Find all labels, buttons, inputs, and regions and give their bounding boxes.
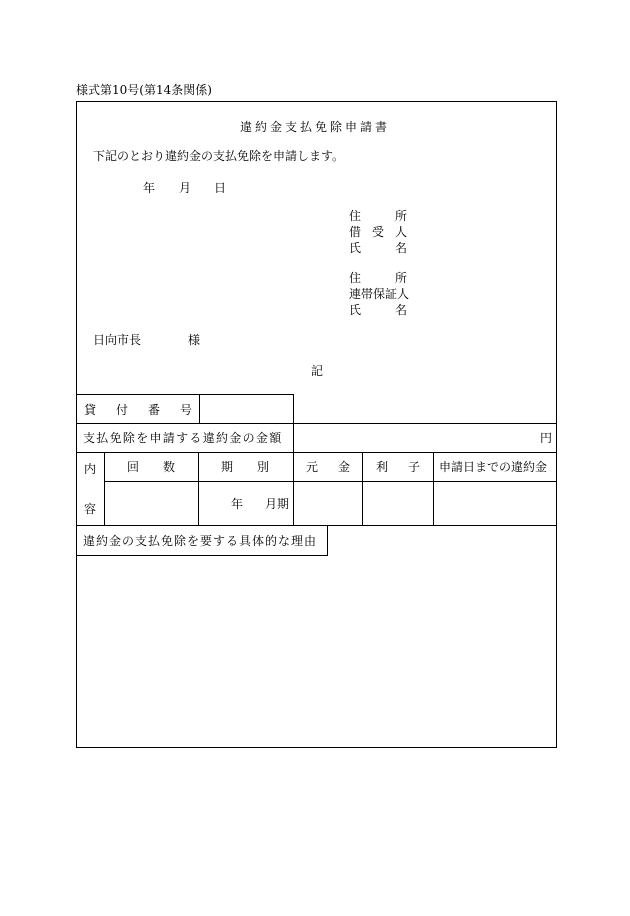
guarantor-name-label: 氏 名 [349, 303, 407, 317]
table-line-col-433 [433, 452, 434, 526]
header-interest: 利 子 [376, 460, 420, 474]
date-month: 月 [179, 181, 192, 195]
borrower-name-label: 氏 名 [349, 241, 407, 255]
yen-unit: 円 [540, 431, 553, 445]
table-line-row4 [104, 481, 557, 482]
guarantor-role-label: 連帯保証人 [349, 287, 410, 301]
frame-top [76, 101, 557, 102]
form-title: 違約金支払免除申請書 [240, 120, 391, 134]
table-line-reason-right [327, 525, 328, 555]
period-month: 月期 [265, 497, 290, 511]
addressee-mayor: 日向市長 [93, 333, 142, 347]
borrower-role-label: 借 受 人 [349, 225, 407, 239]
frame-bottom [76, 747, 557, 748]
table-line-reason-bottom [76, 555, 328, 556]
date-year: 年 [143, 181, 156, 195]
header-period: 期 別 [221, 460, 269, 474]
table-line-row5 [76, 525, 557, 526]
addressee-honorific: 様 [188, 333, 201, 347]
header-principal: 元 金 [306, 460, 350, 474]
table-line-col-293 [293, 394, 294, 526]
table-line-col-198 [198, 452, 199, 526]
intro-text: 下記のとおり違約金の支払免除を申請します。 [93, 149, 345, 163]
content-label-top: 内 [84, 462, 97, 476]
reason-label: 違約金の支払免除を要する具体的な理由 [83, 534, 318, 548]
table-line-loan-divider [199, 394, 200, 424]
header-count: 回 数 [127, 460, 175, 474]
borrower-address-label: 住 所 [349, 209, 407, 223]
ki-label: 記 [311, 364, 324, 378]
table-line-col-104 [104, 452, 105, 526]
exemption-amount-label: 支払免除を申請する違約金の金額 [83, 431, 283, 445]
period-year: 年 [231, 497, 244, 511]
table-line-col-362 [362, 452, 363, 526]
content-label-bottom: 容 [84, 502, 97, 516]
guarantor-address-label: 住 所 [349, 271, 407, 285]
header-penalty: 申請日までの違約金 [439, 460, 548, 474]
table-line-top [76, 394, 294, 395]
frame-right [556, 101, 557, 748]
form-number: 様式第10号(第14条関係) [76, 83, 212, 97]
date-day: 日 [214, 181, 227, 195]
frame-left [76, 101, 77, 748]
table-line-row2 [76, 423, 557, 424]
table-line-row3 [76, 452, 557, 453]
loan-number-label: 貸 付 番 号 [84, 403, 192, 417]
